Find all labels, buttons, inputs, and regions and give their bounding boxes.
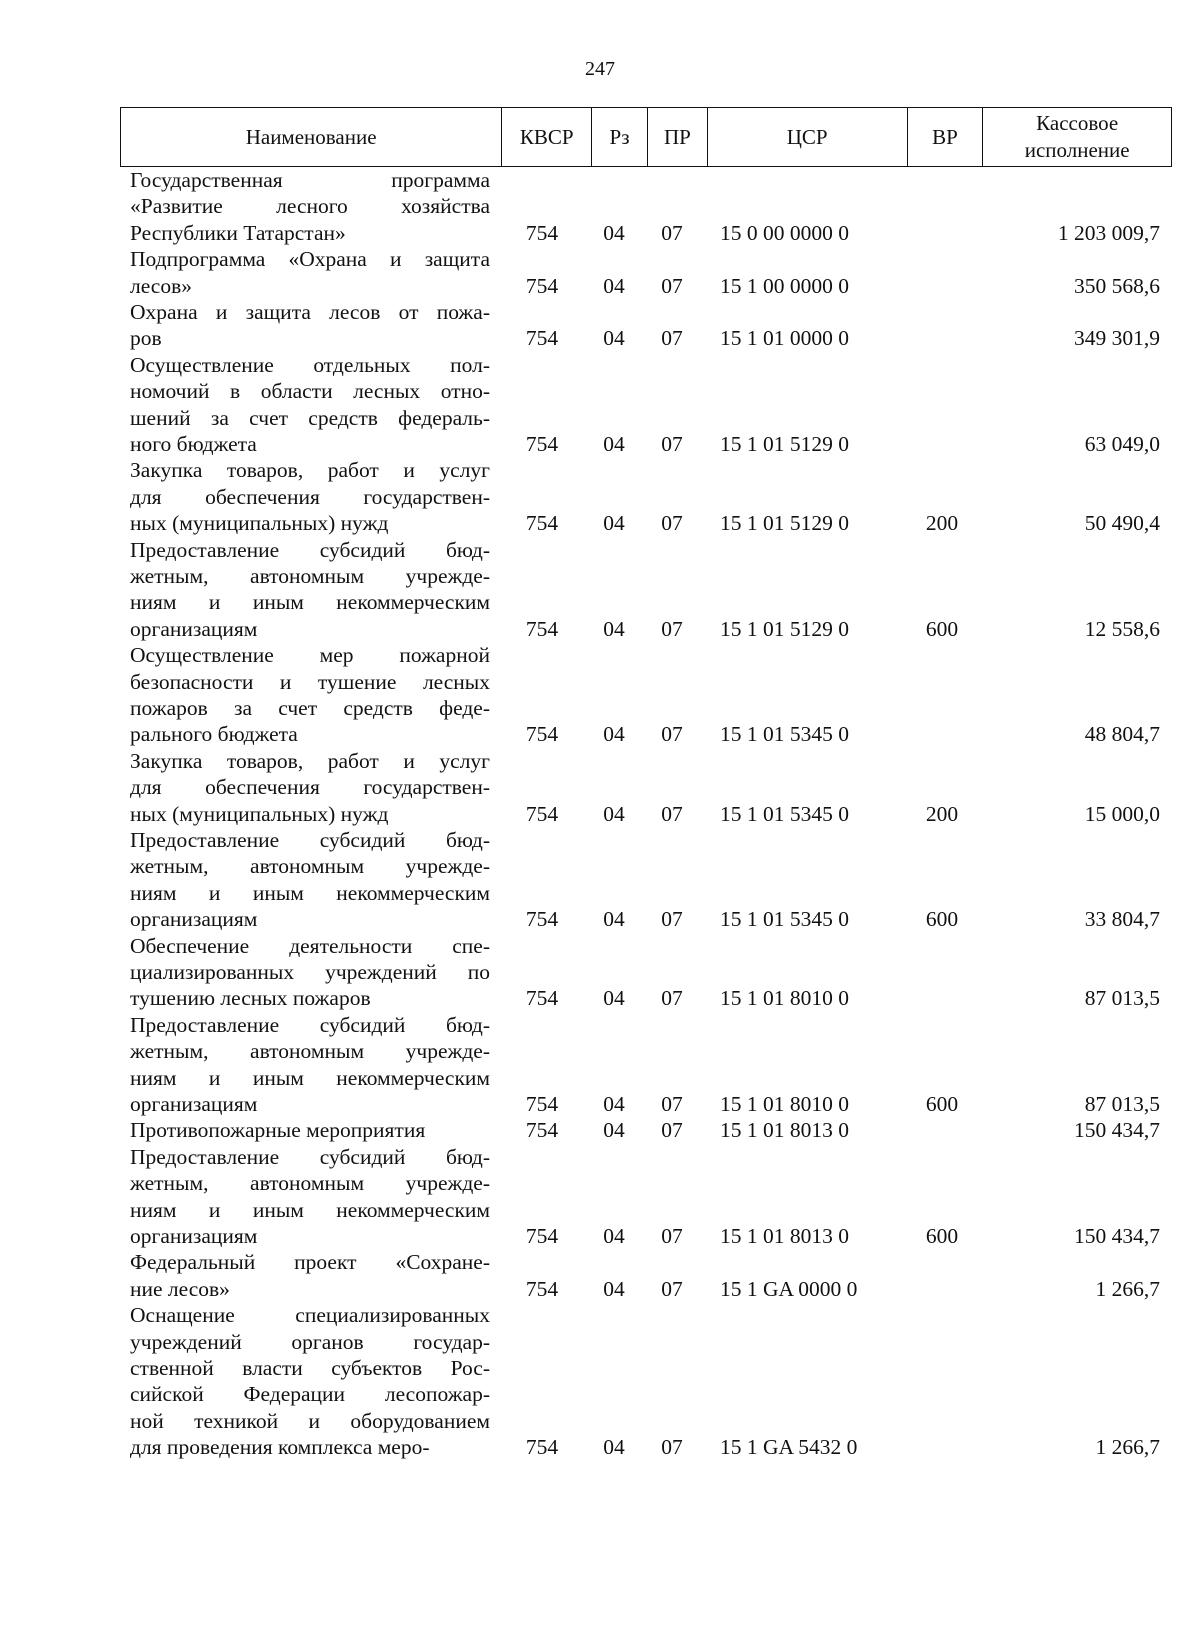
row-name-line: жетным, автономным учрежде-: [130, 1039, 490, 1064]
cell-amount: 12 558,6: [1084, 616, 1160, 641]
cell-rz: 04: [603, 431, 625, 456]
table-row: [0, 457, 1200, 536]
row-name-line: ных (муниципальных) нужд: [130, 511, 389, 536]
row-name-line: Осуществление отдельных пол-: [130, 352, 490, 377]
row-name-line: ниям и иным некоммерческим: [130, 880, 490, 905]
cell-rz: 04: [603, 801, 625, 826]
cell-kvsr: 754: [525, 907, 559, 932]
cell-vr: 600: [925, 616, 959, 641]
row-name: [130, 748, 490, 827]
cell-csr: 15 1 01 8010 0: [720, 986, 849, 1011]
cell-amount: 1 203 009,7: [1057, 220, 1160, 245]
cell-amount: 150 434,7: [1074, 1118, 1160, 1143]
cell-kvsr: 754: [525, 616, 559, 641]
row-name-line: Осуществление мер пожарной: [130, 643, 490, 668]
cell-vr: 600: [925, 907, 959, 932]
row-name-line: Предоставление субсидий бюд-: [130, 1144, 490, 1169]
cell-amount: 15 000,0: [1084, 801, 1160, 826]
cell-csr: 15 1 00 0000 0: [720, 273, 849, 298]
cell-kvsr: 754: [525, 1435, 559, 1460]
cell-rz: 04: [603, 616, 625, 641]
row-name: [130, 827, 490, 933]
row-name-line: Федеральный проект «Сохране-: [130, 1250, 490, 1275]
cell-amount: 50 490,4: [1084, 511, 1160, 536]
row-name-line: циализированных учреждений по: [130, 959, 490, 984]
cell-rz: 04: [603, 1435, 625, 1460]
cell-rz: 04: [603, 907, 625, 932]
table-row: [0, 1117, 1200, 1143]
row-name: [130, 642, 490, 748]
row-name-line: Республики Татарстан»: [130, 220, 346, 245]
row-name: [130, 537, 490, 643]
row-name-line: Обеспечение деятельности спе-: [130, 933, 490, 958]
cell-rz: 04: [603, 722, 625, 747]
cell-rz: 04: [603, 511, 625, 536]
row-name-line: «Развитие лесного хозяйства: [130, 194, 490, 219]
table-row: [0, 299, 1200, 352]
row-name-line: сийской Федерации лесопожар-: [130, 1382, 490, 1407]
table-row: [0, 1144, 1200, 1250]
row-name-line: организациям: [130, 1091, 258, 1116]
cell-amount: 349 301,9: [1074, 326, 1160, 351]
table-row: [0, 642, 1200, 748]
row-name-line: рального бюджета: [130, 722, 298, 747]
cell-pr: 07: [661, 326, 683, 351]
cell-vr: 600: [925, 1223, 959, 1248]
row-name: [130, 457, 490, 536]
table-row: [0, 246, 1200, 299]
header-kass-line2: исполнение: [1024, 138, 1130, 162]
page-number: 247: [585, 58, 615, 80]
row-name: [130, 299, 490, 352]
row-name-line: для проведения комплекса меро-: [130, 1435, 430, 1460]
header-kassovoe-ispolnenie: [983, 108, 1171, 166]
row-name-line: ниям и иным некоммерческим: [130, 1197, 490, 1222]
cell-pr: 07: [661, 273, 683, 298]
row-name-line: жетным, автономным учрежде-: [130, 1171, 490, 1196]
cell-kvsr: 754: [525, 722, 559, 747]
row-name: [130, 1144, 490, 1250]
cell-kvsr: 754: [525, 273, 559, 298]
cell-vr: 200: [925, 801, 959, 826]
row-name-line: жетным, автономным учрежде-: [130, 563, 490, 588]
row-name-line: Предоставление субсидий бюд-: [130, 1012, 490, 1037]
header-pr: ПР: [648, 108, 708, 166]
cell-csr: 15 1 GA 0000 0: [720, 1276, 858, 1301]
cell-csr: 15 1 01 5129 0: [720, 616, 849, 641]
row-name-line: Закупка товаров, работ и услуг: [130, 748, 490, 773]
table-row: [0, 167, 1200, 246]
row-name-line: Охрана и защита лесов от пожа-: [130, 299, 490, 324]
row-name-line: безопасности и тушение лесных: [130, 669, 490, 694]
row-name-line: Подпрограмма «Охрана и защита: [130, 247, 490, 272]
cell-kvsr: 754: [525, 326, 559, 351]
row-name-line: ров: [130, 326, 162, 351]
cell-kvsr: 754: [525, 431, 559, 456]
table-row: [0, 827, 1200, 933]
table-row: [0, 748, 1200, 827]
row-name-line: шений за счет средств федераль-: [130, 405, 490, 430]
cell-kvsr: 754: [525, 1276, 559, 1301]
cell-pr: 07: [661, 1118, 683, 1143]
row-name: [130, 352, 490, 458]
table-row: [0, 1249, 1200, 1302]
cell-csr: 15 1 01 5345 0: [720, 722, 849, 747]
cell-pr: 07: [661, 986, 683, 1011]
table-row: [0, 537, 1200, 643]
cell-kvsr: 754: [525, 220, 559, 245]
cell-rz: 04: [603, 273, 625, 298]
cell-vr: 600: [925, 1091, 959, 1116]
cell-pr: 07: [661, 1091, 683, 1116]
cell-csr: 15 1 01 5345 0: [720, 801, 849, 826]
row-name: [130, 246, 490, 299]
row-name-line: для обеспечения государствен-: [130, 484, 490, 509]
cell-rz: 04: [603, 1276, 625, 1301]
cell-amount: 33 804,7: [1084, 907, 1160, 932]
cell-pr: 07: [661, 907, 683, 932]
cell-kvsr: 754: [525, 1091, 559, 1116]
cell-rz: 04: [603, 1091, 625, 1116]
cell-rz: 04: [603, 220, 625, 245]
cell-kvsr: 754: [525, 1223, 559, 1248]
cell-rz: 04: [603, 986, 625, 1011]
cell-amount: 150 434,7: [1074, 1223, 1160, 1248]
table-body: [0, 167, 1200, 1460]
row-name: [130, 1012, 490, 1118]
header-kass-line1: Кассовое: [1036, 111, 1119, 135]
row-name-line: организациям: [130, 1223, 258, 1248]
cell-rz: 04: [603, 1223, 625, 1248]
cell-pr: 07: [661, 1276, 683, 1301]
row-name-line: лесов»: [130, 273, 193, 298]
row-name-line: Противопожарные мероприятия: [130, 1118, 426, 1143]
cell-pr: 07: [661, 722, 683, 747]
cell-kvsr: 754: [525, 1118, 559, 1143]
header-vr: ВР: [908, 108, 984, 166]
cell-csr: 15 1 GA 5432 0: [720, 1435, 858, 1460]
cell-csr: 15 1 01 5129 0: [720, 511, 849, 536]
cell-csr: 15 0 00 0000 0: [720, 220, 849, 245]
row-name: [130, 933, 490, 1012]
row-name-line: пожаров за счет средств феде-: [130, 695, 490, 720]
row-name-line: ной техникой и оборудованием: [130, 1408, 490, 1433]
row-name-line: Государственная программа: [130, 168, 490, 192]
row-name-line: для обеспечения государствен-: [130, 775, 490, 800]
row-name-line: ниям и иным некоммерческим: [130, 590, 490, 615]
row-name-line: ние лесов»: [130, 1276, 230, 1301]
table-row: [0, 1012, 1200, 1118]
cell-amount: 1 266,7: [1095, 1276, 1160, 1301]
row-name-line: ственной власти субъектов Рос-: [130, 1355, 490, 1380]
table-header: [120, 107, 1172, 167]
cell-amount: 1 266,7: [1095, 1435, 1160, 1460]
header-kvsr: КВСР: [502, 108, 592, 166]
cell-csr: 15 1 01 0000 0: [720, 326, 849, 351]
row-name-line: учреждений органов государ-: [130, 1329, 490, 1354]
cell-pr: 07: [661, 431, 683, 456]
cell-pr: 07: [661, 220, 683, 245]
row-name-line: Оснащение специализированных: [130, 1303, 490, 1328]
cell-pr: 07: [661, 511, 683, 536]
cell-kvsr: 754: [525, 801, 559, 826]
cell-amount: 87 013,5: [1084, 1091, 1160, 1116]
row-name-line: организациям: [130, 616, 258, 641]
row-name-line: номочий в области лесных отно-: [130, 379, 490, 404]
table-row: [0, 1302, 1200, 1460]
row-name-line: ных (муниципальных) нужд: [130, 801, 389, 826]
header-csr: ЦСР: [708, 108, 908, 166]
cell-pr: 07: [661, 616, 683, 641]
row-name: [130, 1249, 490, 1302]
cell-csr: 15 1 01 8013 0: [720, 1118, 849, 1143]
row-name-line: ного бюджета: [130, 432, 257, 456]
row-name: [130, 167, 490, 246]
header-rz: Рз: [592, 108, 648, 166]
cell-kvsr: 754: [525, 511, 559, 536]
row-name-line: жетным, автономным учрежде-: [130, 854, 490, 879]
row-name-line: тушению лесных пожаров: [130, 986, 371, 1011]
cell-vr: 200: [925, 511, 959, 536]
row-name-line: Предоставление субсидий бюд-: [130, 827, 490, 852]
cell-amount: 350 568,6: [1074, 273, 1160, 298]
cell-rz: 04: [603, 326, 625, 351]
table-row: [0, 933, 1200, 1012]
cell-kvsr: 754: [525, 986, 559, 1011]
cell-rz: 04: [603, 1118, 625, 1143]
cell-csr: 15 1 01 5345 0: [720, 907, 849, 932]
cell-amount: 48 804,7: [1084, 722, 1160, 747]
cell-pr: 07: [661, 1223, 683, 1248]
cell-pr: 07: [661, 1435, 683, 1460]
cell-amount: 87 013,5: [1084, 986, 1160, 1011]
cell-csr: 15 1 01 8010 0: [720, 1091, 849, 1116]
row-name-line: организациям: [130, 907, 258, 932]
cell-pr: 07: [661, 801, 683, 826]
row-name-line: ниям и иным некоммерческим: [130, 1065, 490, 1090]
row-name: [130, 1117, 490, 1143]
header-name: Наименование: [121, 108, 502, 166]
row-name-line: Закупка товаров, работ и услуг: [130, 458, 490, 483]
row-name: [130, 1302, 490, 1460]
cell-amount: 63 049,0: [1084, 431, 1160, 456]
table-row: [0, 352, 1200, 458]
row-name-line: Предоставление субсидий бюд-: [130, 537, 490, 562]
cell-csr: 15 1 01 5129 0: [720, 431, 849, 456]
cell-csr: 15 1 01 8013 0: [720, 1223, 849, 1248]
